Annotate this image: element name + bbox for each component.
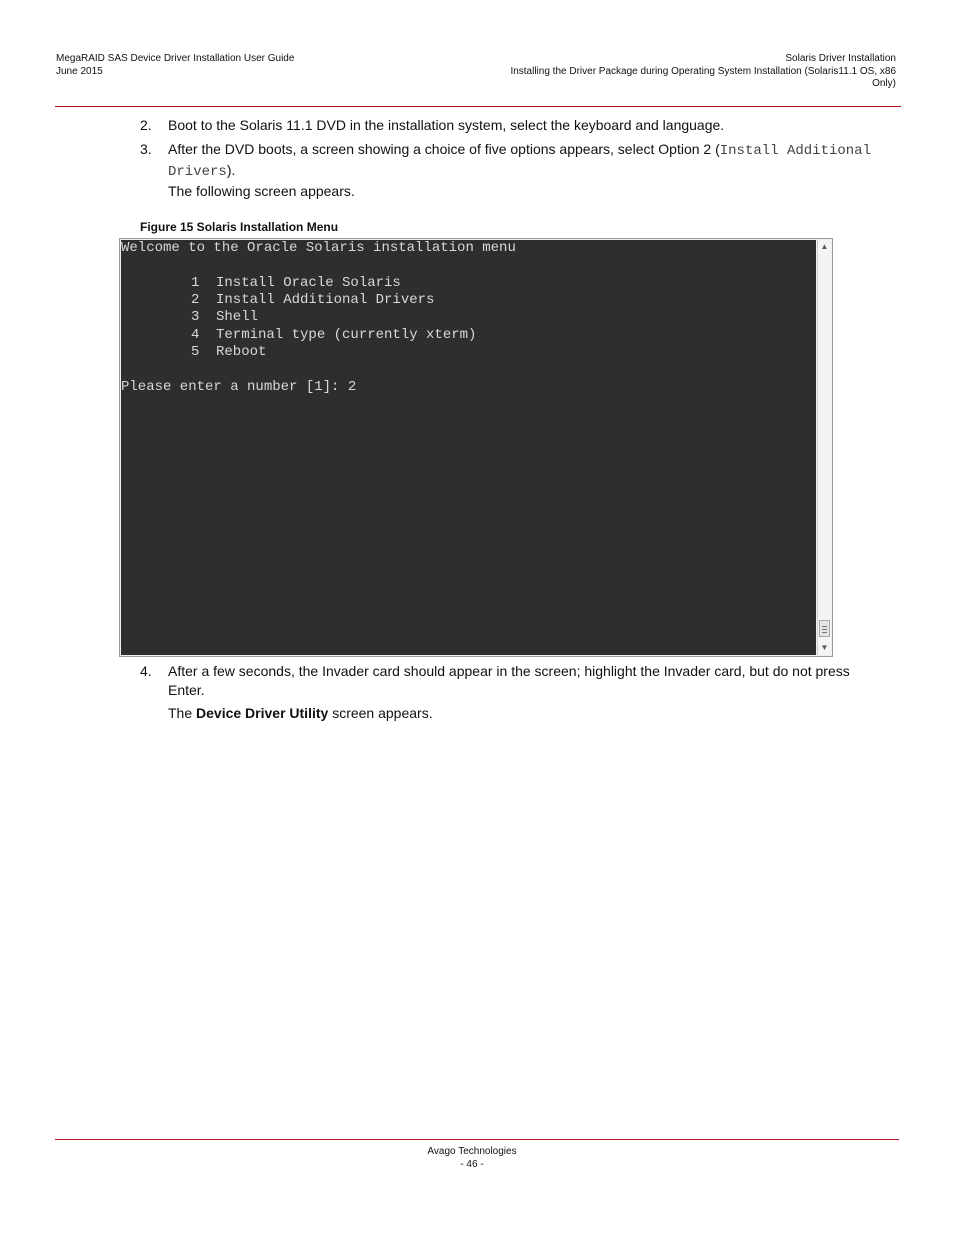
terminal-window [119, 238, 833, 657]
section-title: Installing the Driver Package during Operating System Installation (Solaris11.1 OS, x86 [510, 65, 896, 77]
step-text: Boot to the Solaris 11.1 DVD in the installation system, select the keyboard and language. [168, 117, 725, 133]
step-text: After the DVD boots, a screen showing a choice of five options appears, select Option 2 (Install Additional Drivers). [168, 141, 871, 180]
scroll-thumb[interactable] [819, 620, 830, 637]
vertical-scrollbar[interactable] [817, 240, 831, 655]
step-number: 4. [140, 663, 152, 679]
step-4-followup: The Device Driver Utility screen appears. [168, 705, 433, 721]
scroll-down-icon[interactable]: ▼ [820, 643, 829, 652]
figure-caption: Figure 15 Solaris Installation Menu [140, 220, 339, 234]
code-option-name-cont: Drivers [168, 164, 227, 180]
step-number: 3. [140, 141, 152, 157]
menu-title: Welcome to the Oracle Solaris installation menu [121, 240, 516, 256]
document-date: June 2015 [56, 65, 103, 77]
step-3-followup: The following screen appears. [168, 183, 355, 199]
scroll-up-icon[interactable]: ▲ [820, 242, 829, 251]
terminal-screen: Welcome to the Oracle Solaris installation menu 1 Install Oracle Solaris 2 Install Additional Drivers 3 Shell 4 Terminal type (currently xterm) 5 Reboot Please enter a number [1]: 2 [121, 240, 816, 655]
header-left [56, 53, 294, 78]
section-title-cont: Only) [872, 78, 896, 89]
page-number: - 46 - [460, 1158, 484, 1170]
footer [0, 1146, 944, 1171]
utility-name: Device Driver Utility [196, 705, 329, 721]
document-title: MegaRAID SAS Device Driver Installation User Guide [56, 53, 295, 64]
step-number: 2. [140, 117, 152, 133]
footer-rule [55, 1139, 899, 1140]
code-option-name: Install Additional [719, 143, 871, 159]
header-rule [55, 106, 901, 107]
header-right [436, 53, 896, 91]
step-text: After a few seconds, the Invader card should appear in the screen; highlight the Invader card, but do not press Enter. [168, 663, 850, 698]
company-name: Avago Technologies [427, 1146, 517, 1157]
input-prompt: Please enter a number [1]: 2 [121, 379, 357, 395]
chapter-title: Solaris Driver Installation [785, 53, 896, 64]
